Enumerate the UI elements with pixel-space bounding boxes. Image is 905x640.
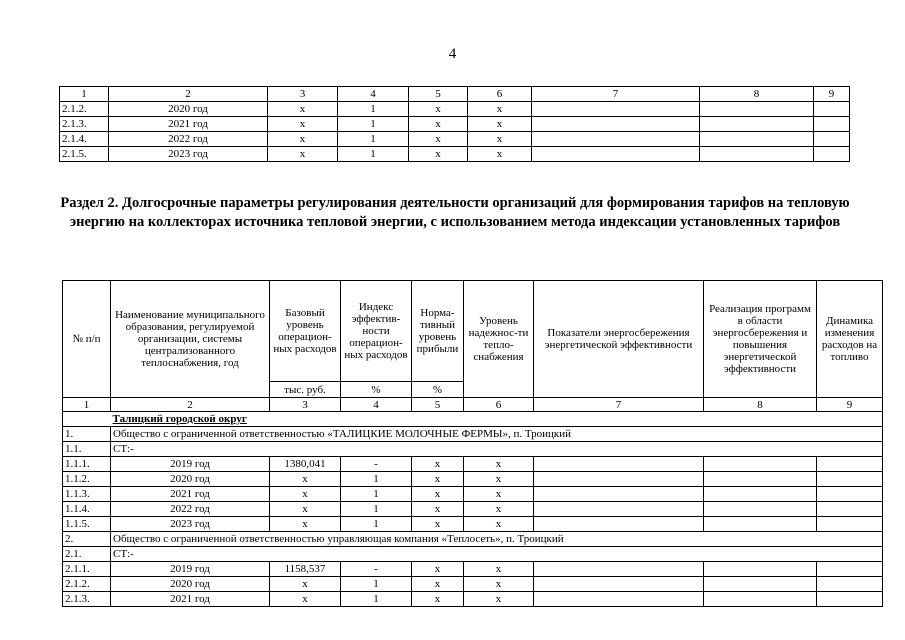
- column-number: 5: [412, 398, 464, 412]
- value-cell: [704, 502, 817, 517]
- system-name: СТ:-: [111, 442, 883, 457]
- system-row: [63, 442, 883, 457]
- empty-cell: [63, 412, 111, 427]
- value-cell: х: [409, 132, 468, 147]
- table-row: [63, 472, 883, 487]
- value-cell: [817, 487, 883, 502]
- row-number: 2.1.2.: [63, 577, 111, 592]
- value-cell: [534, 472, 704, 487]
- value-cell: х: [270, 592, 341, 607]
- year-cell: 2022 год: [109, 132, 268, 147]
- tariff-parameters-table: [62, 280, 883, 607]
- value-cell: [534, 457, 704, 472]
- column-number: 9: [817, 398, 883, 412]
- year-cell: 2023 год: [109, 147, 268, 162]
- page-number: 4: [448, 46, 457, 62]
- value-cell: 1: [338, 132, 409, 147]
- value-cell: [532, 147, 700, 162]
- value-cell: [704, 487, 817, 502]
- value-cell: [814, 102, 850, 117]
- row-number: 2.1.1.: [63, 562, 111, 577]
- organization-name: Общество с ограниченной ответственностью управляющая компания «Теплосеть», п. Троицкий: [111, 532, 883, 547]
- value-cell: [534, 487, 704, 502]
- column-number: 8: [700, 87, 814, 102]
- row-number: 1.: [63, 427, 111, 442]
- column-number: 3: [270, 398, 341, 412]
- table-row: [63, 577, 883, 592]
- value-cell: [817, 577, 883, 592]
- value-cell: х: [412, 562, 464, 577]
- value-cell: [704, 592, 817, 607]
- value-cell: х: [270, 577, 341, 592]
- unit-cell: %: [341, 382, 412, 398]
- row-number: 2.1.3.: [63, 592, 111, 607]
- value-cell: х: [270, 472, 341, 487]
- value-cell: [817, 592, 883, 607]
- header-reliability: Уровень надежнос-ти тепло-снабжения: [464, 281, 534, 398]
- value-cell: х: [409, 102, 468, 117]
- value-cell: х: [464, 487, 534, 502]
- row-number: 2.1.: [63, 547, 111, 562]
- system-name: СТ:-: [111, 547, 883, 562]
- value-cell: [817, 472, 883, 487]
- district-row: [63, 412, 883, 427]
- value-cell: [814, 147, 850, 162]
- value-cell: х: [270, 487, 341, 502]
- value-cell: [700, 117, 814, 132]
- value-cell: х: [412, 457, 464, 472]
- value-cell: х: [412, 577, 464, 592]
- year-cell: 2019 год: [111, 457, 270, 472]
- value-cell: х: [270, 517, 341, 532]
- row-number: 1.1.: [63, 442, 111, 457]
- column-number: 6: [468, 87, 532, 102]
- value-cell: [534, 592, 704, 607]
- organization-row: [63, 532, 883, 547]
- value-cell: х: [412, 487, 464, 502]
- value-cell: 1: [338, 117, 409, 132]
- value-cell: х: [468, 132, 532, 147]
- continuation-table: [59, 86, 850, 162]
- value-cell: 1: [338, 147, 409, 162]
- table-row: [63, 592, 883, 607]
- value-cell: -: [341, 457, 412, 472]
- year-cell: 2020 год: [109, 102, 268, 117]
- unit-cell: тыс. руб.: [270, 382, 341, 398]
- value-cell: [704, 517, 817, 532]
- column-number: 1: [60, 87, 109, 102]
- value-cell: х: [268, 117, 338, 132]
- value-cell: х: [268, 102, 338, 117]
- organization-row: [63, 427, 883, 442]
- section-title: Раздел 2. Долгосрочные параметры регулирования деятельности организаций для формирования тарифов на тепловую энергию на коллекторах источника тепловой энергии, с использованием метода индексации установленных тарифов: [60, 195, 850, 230]
- year-cell: 2021 год: [111, 592, 270, 607]
- value-cell: 1380,041: [270, 457, 341, 472]
- value-cell: х: [464, 562, 534, 577]
- table-row: [63, 502, 883, 517]
- row-number: 2.1.4.: [60, 132, 109, 147]
- value-cell: [814, 117, 850, 132]
- value-cell: х: [409, 117, 468, 132]
- row-number: 2.: [63, 532, 111, 547]
- value-cell: 1: [341, 487, 412, 502]
- value-cell: х: [468, 117, 532, 132]
- value-cell: [700, 132, 814, 147]
- value-cell: х: [468, 147, 532, 162]
- value-cell: 1: [341, 472, 412, 487]
- value-cell: 1: [341, 577, 412, 592]
- value-cell: [814, 132, 850, 147]
- header-base-opex: Базовый уровень операцион-ных расходов: [270, 281, 341, 382]
- header-name: Наименование муниципального образования, регулируемой организации, системы централизованного теплоснабжения, год: [111, 281, 270, 398]
- value-cell: [704, 472, 817, 487]
- system-row: [63, 547, 883, 562]
- year-cell: 2019 год: [111, 562, 270, 577]
- value-cell: х: [268, 147, 338, 162]
- header-energy-saving-indicators: Показатели энергосбережения энергетической эффективности: [534, 281, 704, 398]
- row-number: 1.1.1.: [63, 457, 111, 472]
- value-cell: [704, 457, 817, 472]
- value-cell: х: [409, 147, 468, 162]
- district-name: Талицкий городской округ: [112, 413, 247, 425]
- value-cell: х: [464, 457, 534, 472]
- table-row: [60, 102, 850, 117]
- value-cell: х: [468, 102, 532, 117]
- value-cell: х: [464, 592, 534, 607]
- value-cell: [704, 577, 817, 592]
- column-number: 6: [464, 398, 534, 412]
- row-number: 2.1.3.: [60, 117, 109, 132]
- value-cell: 1: [341, 592, 412, 607]
- table-row: [60, 147, 850, 162]
- value-cell: [534, 502, 704, 517]
- value-cell: х: [464, 517, 534, 532]
- column-number: 4: [341, 398, 412, 412]
- header-fuel-dynamics: Динамика изменения расходов на топливо: [817, 281, 883, 398]
- value-cell: [534, 562, 704, 577]
- year-cell: 2021 год: [109, 117, 268, 132]
- value-cell: [700, 102, 814, 117]
- value-cell: [534, 577, 704, 592]
- table-row: [63, 457, 883, 472]
- value-cell: -: [341, 562, 412, 577]
- column-number: 5: [409, 87, 468, 102]
- column-number: 3: [268, 87, 338, 102]
- value-cell: [817, 562, 883, 577]
- table-row: [63, 562, 883, 577]
- value-cell: х: [412, 502, 464, 517]
- row-number: 1.1.3.: [63, 487, 111, 502]
- value-cell: х: [464, 472, 534, 487]
- column-number: 1: [63, 398, 111, 412]
- value-cell: [532, 102, 700, 117]
- row-number: 2.1.2.: [60, 102, 109, 117]
- column-number: 8: [704, 398, 817, 412]
- year-cell: 2021 год: [111, 487, 270, 502]
- column-number-row: [60, 87, 850, 102]
- value-cell: х: [412, 517, 464, 532]
- year-cell: 2020 год: [111, 472, 270, 487]
- table-row: [60, 117, 850, 132]
- value-cell: [817, 457, 883, 472]
- year-cell: 2020 год: [111, 577, 270, 592]
- header-number: № п/п: [63, 281, 111, 398]
- value-cell: 1: [338, 102, 409, 117]
- row-number: 1.1.2.: [63, 472, 111, 487]
- value-cell: х: [270, 502, 341, 517]
- column-number: 7: [534, 398, 704, 412]
- column-number-row: [63, 398, 883, 412]
- value-cell: х: [412, 472, 464, 487]
- value-cell: [534, 517, 704, 532]
- unit-cell: %: [412, 382, 464, 398]
- column-number: 2: [109, 87, 268, 102]
- row-number: 1.1.4.: [63, 502, 111, 517]
- year-cell: 2022 год: [111, 502, 270, 517]
- year-cell: 2023 год: [111, 517, 270, 532]
- value-cell: [532, 117, 700, 132]
- value-cell: [700, 147, 814, 162]
- column-number: 7: [532, 87, 700, 102]
- organization-name: Общество с ограниченной ответственностью «ТАЛИЦКИЕ МОЛОЧНЫЕ ФЕРМЫ», п. Троицкий: [111, 427, 883, 442]
- column-number: 2: [111, 398, 270, 412]
- value-cell: х: [268, 132, 338, 147]
- value-cell: х: [464, 577, 534, 592]
- row-number: 1.1.5.: [63, 517, 111, 532]
- value-cell: х: [464, 502, 534, 517]
- column-number: 9: [814, 87, 850, 102]
- value-cell: 1: [341, 517, 412, 532]
- table-row: [63, 517, 883, 532]
- value-cell: [817, 517, 883, 532]
- column-number: 4: [338, 87, 409, 102]
- table-row: [63, 487, 883, 502]
- header-efficiency-index: Индекс эффектив-ности операцион-ных расходов: [341, 281, 412, 382]
- value-cell: 1: [341, 502, 412, 517]
- header-normative-profit: Норма-тивный уровень прибыли: [412, 281, 464, 382]
- value-cell: х: [412, 592, 464, 607]
- header-programs: Реализация программ в области энергосбережения и повышения энергетической эффективности: [704, 281, 817, 398]
- value-cell: [532, 132, 700, 147]
- header-row: [63, 281, 883, 382]
- value-cell: [704, 562, 817, 577]
- value-cell: 1158,537: [270, 562, 341, 577]
- table-row: [60, 132, 850, 147]
- row-number: 2.1.5.: [60, 147, 109, 162]
- value-cell: [817, 502, 883, 517]
